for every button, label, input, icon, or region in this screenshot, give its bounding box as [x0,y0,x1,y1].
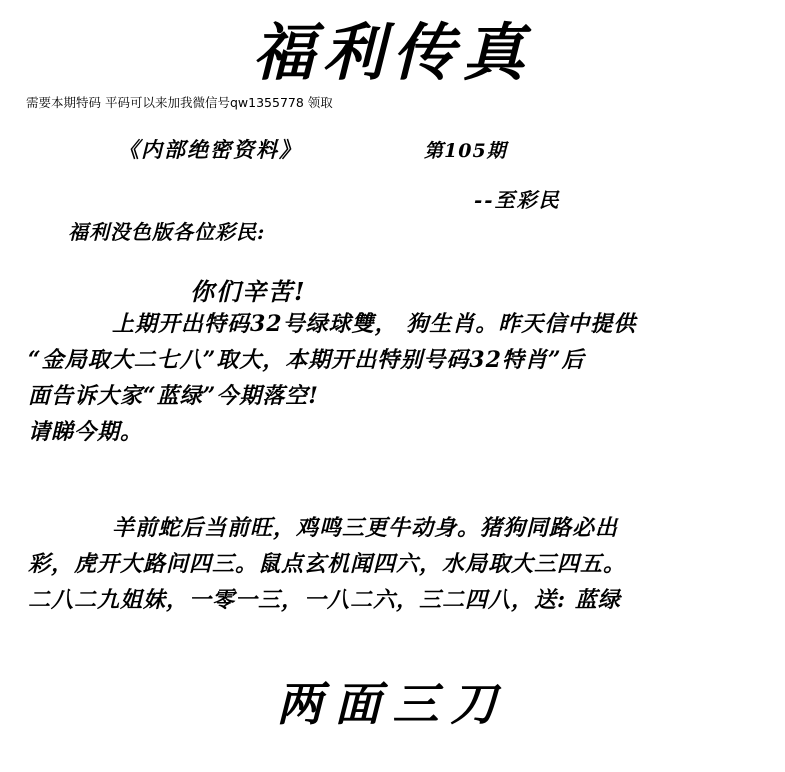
greeting-headline: 你们辛苦! [190,277,307,306]
body-line: 面告诉大家“蓝绿”今期落空! [28,383,319,409]
issue-number: 第105期 [424,140,507,162]
page-title: 福利传真 [252,16,533,89]
verse-line: 二八二九姐妹，一零一三，一八二六，三二四八，送: 蓝绿 [28,587,621,613]
dedication-line: --至彩民 [474,188,561,212]
body-text-block [28,306,763,450]
contact-info-line: 需要本期特码 平码可以来加我微信号qw1355778 领取 [26,95,333,110]
body-line: “金局取大二七八”取大，本期开出特别号码32特肖”后 [28,347,585,373]
verse-line: 彩，虎开大路问四三。鼠点玄机闻四六，水局取大三四五。 [28,551,627,577]
salutation-line: 福利没色版各位彩民: [68,220,266,244]
footer-slogan: 两面三刀 [276,677,509,731]
body-line: 请睇今期。 [28,419,144,445]
verse-line: 羊前蛇后当前旺，鸡鸣三更牛动身。猪狗同路必出 [112,515,619,541]
verse-text-block [28,510,763,618]
subtitle-row [0,134,785,162]
document-subtitle: 《内部绝密资料》 [118,137,302,162]
body-line: 上期开出特码32号绿球雙， 狗生肖。昨天信中提供 [112,311,637,337]
